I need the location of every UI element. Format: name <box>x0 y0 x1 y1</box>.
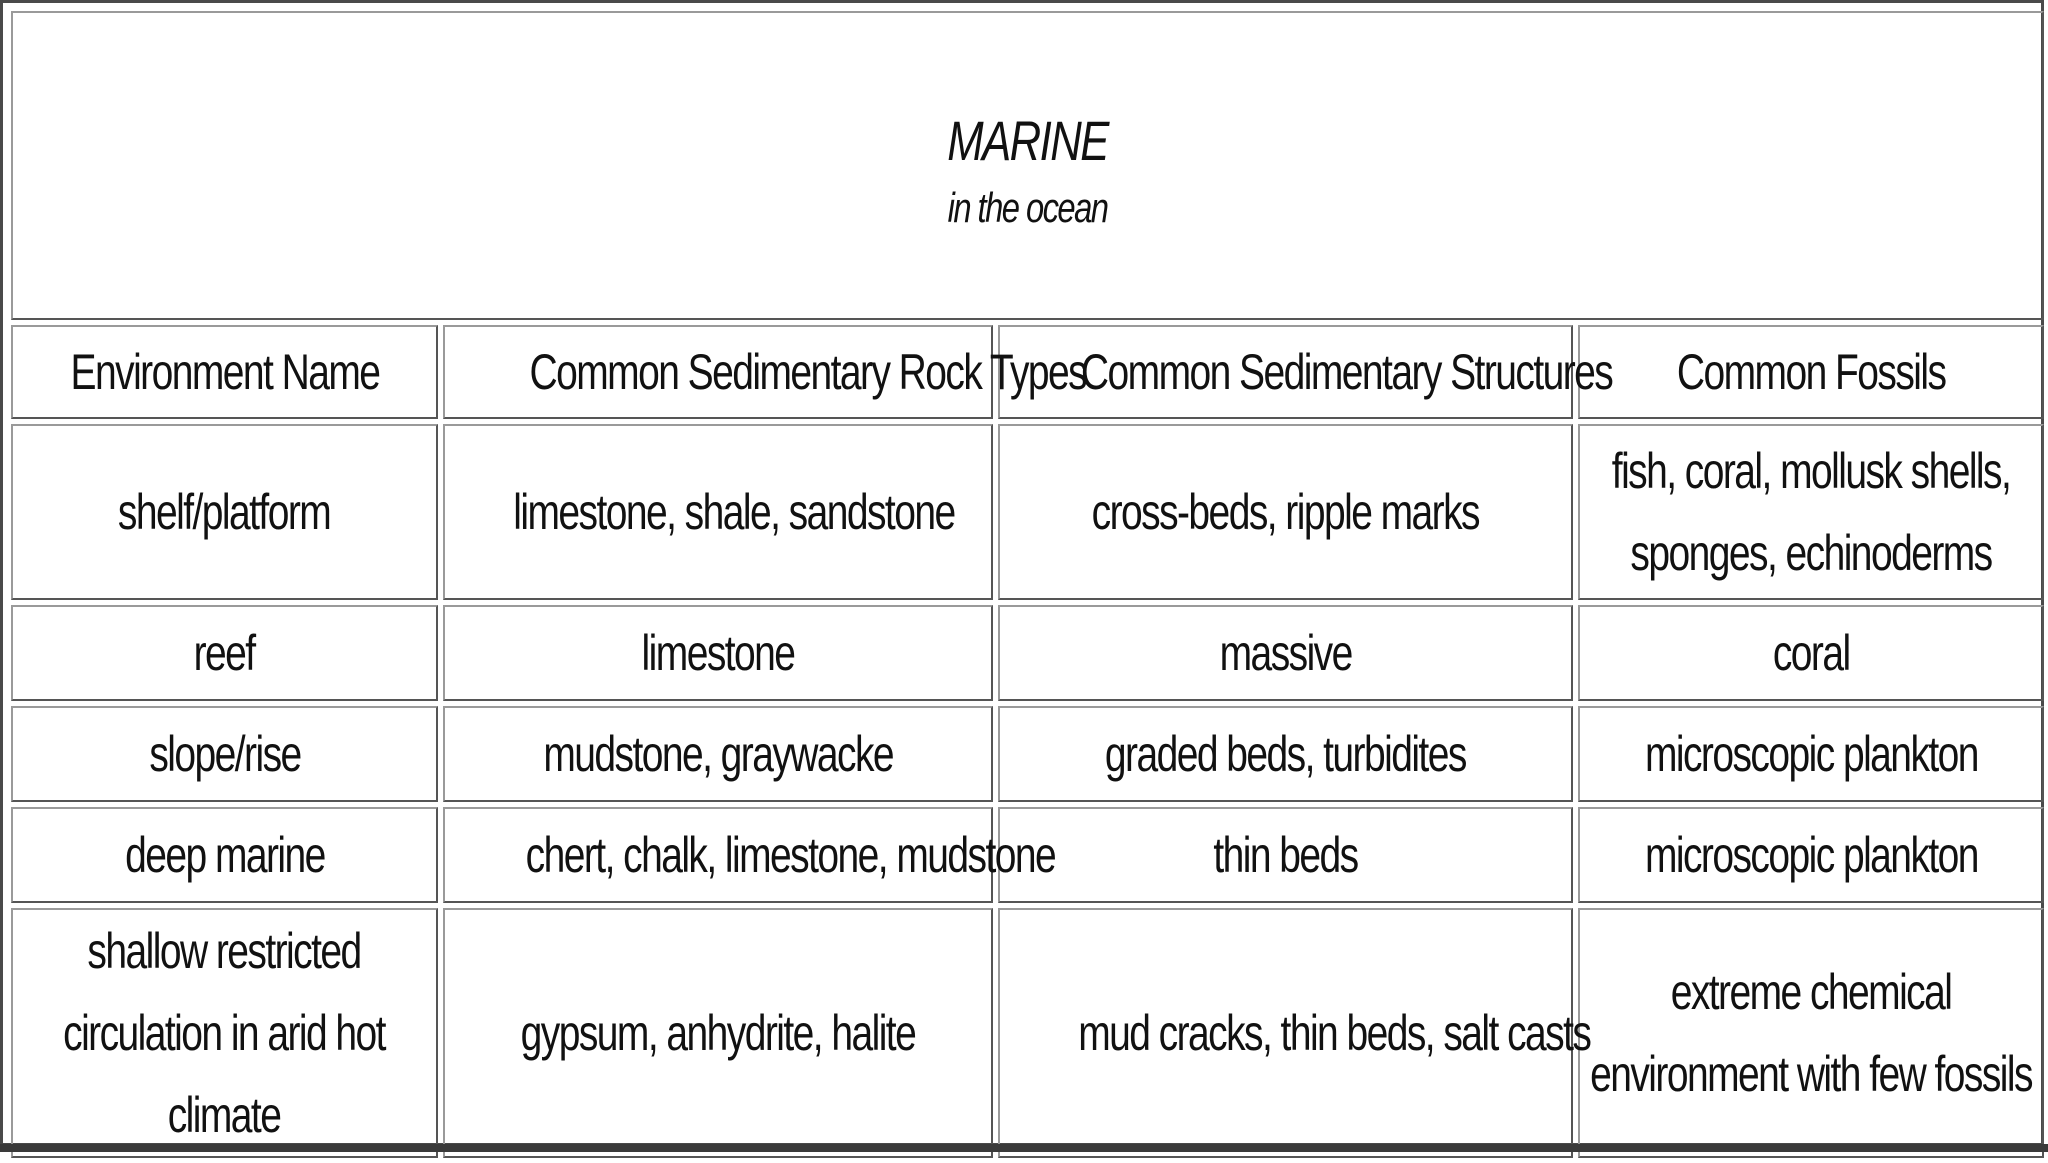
bottom-border-bar <box>0 1144 2048 1152</box>
table-subtitle: in the ocean <box>947 183 1108 231</box>
cell-fossils: fish, coral, mollusk shells, sponges, echinoderms <box>1578 424 2044 600</box>
marine-environments-table <box>6 6 2048 1163</box>
cell-rock-types: mudstone, graywacke <box>443 706 993 802</box>
table-row <box>11 807 2044 903</box>
cell-fossils: microscopic plankton <box>1578 807 2044 903</box>
table-title-cell <box>11 11 2044 320</box>
cell-structures: massive <box>998 605 1573 701</box>
cell-structures: thin beds <box>998 807 1573 903</box>
cell-fossils: coral <box>1578 605 2044 701</box>
cell-fossils: microscopic plankton <box>1578 706 2044 802</box>
cell-structures: cross-beds, ripple marks <box>998 424 1573 600</box>
cell-rock-types: chert, chalk, limestone, mudstone <box>443 807 993 903</box>
cell-environment: reef <box>11 605 438 701</box>
table-row <box>11 706 2044 802</box>
cell-environment: slope/rise <box>11 706 438 802</box>
table-title: MARINE <box>947 108 1108 172</box>
table-row <box>11 605 2044 701</box>
column-header-rock-types: Common Sedimentary Rock Types <box>443 325 993 419</box>
cell-rock-types: gypsum, anhydrite, halite <box>443 908 993 1158</box>
cell-structures: graded beds, turbidites <box>998 706 1573 802</box>
table-row <box>11 424 2044 600</box>
cell-environment: deep marine <box>11 807 438 903</box>
column-header-fossils: Common Fossils <box>1578 325 2044 419</box>
table-row <box>11 908 2044 1158</box>
cell-structures: mud cracks, thin beds, salt casts <box>998 908 1573 1158</box>
column-header-structures: Common Sedimentary Structures <box>998 325 1573 419</box>
cell-rock-types: limestone <box>443 605 993 701</box>
cell-environment: shelf/platform <box>11 424 438 600</box>
column-header-environment: Environment Name <box>11 325 438 419</box>
header-row <box>11 325 2044 419</box>
cell-rock-types: limestone, shale, sandstone <box>443 424 993 600</box>
cell-environment: shallow restricted circulation in arid hot climate <box>11 908 438 1158</box>
cell-fossils: extreme chemical environment with few fossils <box>1578 908 2044 1158</box>
